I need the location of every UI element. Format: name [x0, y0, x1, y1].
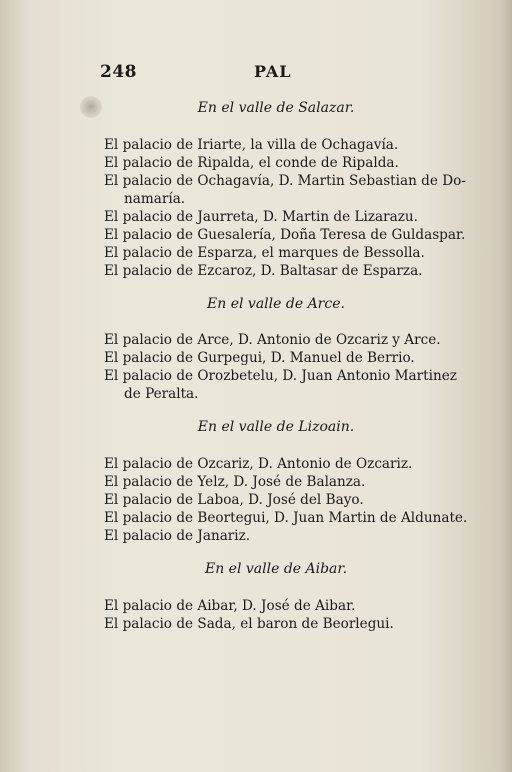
entry-line-continuation: namaría.	[124, 191, 186, 207]
entry-line: El palacio de Janariz.	[104, 528, 251, 544]
entry-line: El palacio de Ochagavía, D. Martin Sebastian de Do-	[104, 173, 466, 189]
entry-line: El palacio de Arce, D. Antonio de Ozcariz y Arce.	[104, 332, 441, 348]
entry-line: El palacio de Sada, el baron de Beorlegui.	[104, 616, 394, 632]
entry-line: El palacio de Guesalería, Doña Teresa de Guldaspar.	[104, 227, 466, 243]
entry-line: El palacio de Ozcariz, D. Antonio de Ozcariz.	[104, 456, 413, 472]
entry-line: El palacio de Ripalda, el conde de Ripalda.	[104, 155, 399, 171]
entry-line: El palacio de Iriarte, la villa de Ochagavía.	[104, 137, 399, 153]
section-title-arce: En el valle de Arce.	[207, 296, 345, 312]
section-title-salazar: En el valle de Salazar.	[197, 100, 355, 116]
entry-line: El palacio de Beortegui, D. Juan Martin de Aldunate.	[104, 510, 468, 526]
running-title: PAL	[254, 62, 292, 81]
entry-line: El palacio de Orozbetelu, D. Juan Antonio Martinez	[104, 368, 457, 384]
section-title-aibar: En el valle de Aibar.	[204, 561, 348, 577]
entry-line: El palacio de Yelz, D. José de Balanza.	[104, 474, 366, 490]
section-title-lizoain: En el valle de Lizoain.	[197, 419, 355, 435]
page-number: 248	[100, 62, 137, 82]
entry-line: El palacio de Esparza, el marques de Bessolla.	[104, 245, 425, 261]
entry-line-continuation: de Peralta.	[124, 386, 199, 402]
entry-line: El palacio de Ezcaroz, D. Baltasar de Esparza.	[104, 263, 423, 279]
entry-line: El palacio de Laboa, D. José del Bayo.	[104, 492, 364, 508]
entry-line: El palacio de Jaurreta, D. Martin de Lizarazu.	[104, 209, 418, 225]
entry-line: El palacio de Aibar, D. José de Aibar.	[104, 598, 356, 614]
entry-line: El palacio de Gurpegui, D. Manuel de Berrio.	[104, 350, 415, 366]
running-head	[0, 62, 512, 84]
